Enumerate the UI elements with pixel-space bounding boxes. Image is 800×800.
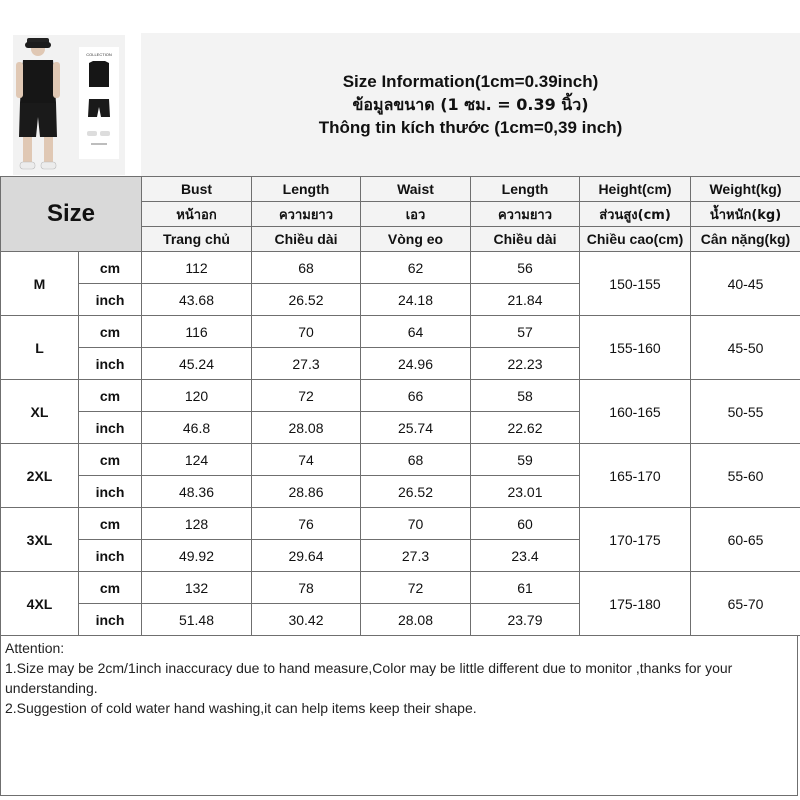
- measurement-cell: 29.64: [252, 540, 361, 572]
- measurement-cell: 61: [471, 572, 580, 604]
- height-range-cell: 170-175: [580, 508, 691, 572]
- col-header-th: ความยาว: [252, 202, 361, 227]
- unit-label-cm: cm: [79, 572, 142, 604]
- weight-range-cell: 55-60: [691, 444, 800, 508]
- col-header-en: Length: [471, 177, 580, 202]
- col-header-th: หน้าอก: [142, 202, 252, 227]
- table-row-cm: [1, 316, 800, 348]
- measurement-cell: 72: [361, 572, 471, 604]
- measurement-cell: 48.36: [142, 476, 252, 508]
- unit-label-inch: inch: [79, 348, 142, 380]
- table-row-cm: [1, 380, 800, 412]
- title-thai: ข้อมูลขนาด (1 ซม. = 0.39 นิ้ว): [352, 95, 589, 114]
- measurement-cell: 70: [361, 508, 471, 540]
- measurement-cell: 60: [471, 508, 580, 540]
- measurement-cell: 68: [252, 252, 361, 284]
- col-header-th: เอว: [361, 202, 471, 227]
- measurement-cell: 22.62: [471, 412, 580, 444]
- unit-label-inch: inch: [79, 476, 142, 508]
- measurement-cell: 21.84: [471, 284, 580, 316]
- title-vietnamese: Thông tin kích thước (1cm=0,39 inch): [318, 118, 623, 137]
- measurement-cell: 30.42: [252, 604, 361, 636]
- measurement-cell: 45.24: [142, 348, 252, 380]
- measurement-cell: 59: [471, 444, 580, 476]
- measurement-cell: 74: [252, 444, 361, 476]
- measurement-cell: 57: [471, 316, 580, 348]
- measurement-cell: 66: [361, 380, 471, 412]
- table-row-cm: [1, 572, 800, 604]
- measurement-cell: 23.01: [471, 476, 580, 508]
- measurement-cell: 58: [471, 380, 580, 412]
- title-banner: [141, 33, 800, 176]
- col-header-vi: Chiều dài: [471, 227, 580, 252]
- weight-range-cell: 60-65: [691, 508, 800, 572]
- attention-heading: Attention:: [5, 640, 65, 656]
- height-range-cell: 165-170: [580, 444, 691, 508]
- weight-range-cell: 45-50: [691, 316, 800, 380]
- height-range-cell: 175-180: [580, 572, 691, 636]
- collection-label: COLLECTION: [86, 52, 112, 57]
- measurement-cell: 72: [252, 380, 361, 412]
- measurement-cell: 27.3: [252, 348, 361, 380]
- measurement-cell: 26.52: [252, 284, 361, 316]
- col-header-en: Bust: [142, 177, 252, 202]
- table-row-cm: [1, 252, 800, 284]
- unit-label-cm: cm: [79, 444, 142, 476]
- col-header-vi: Cân nặng(kg): [691, 227, 800, 252]
- height-range-cell: 150-155: [580, 252, 691, 316]
- measurement-cell: 68: [361, 444, 471, 476]
- unit-label-inch: inch: [79, 604, 142, 636]
- col-header-vi: Chiều cao(cm): [580, 227, 691, 252]
- unit-label-inch: inch: [79, 540, 142, 572]
- col-header-vi: Chiều dài: [252, 227, 361, 252]
- unit-label-cm: cm: [79, 252, 142, 284]
- measurement-cell: 22.23: [471, 348, 580, 380]
- measurement-cell: 64: [361, 316, 471, 348]
- weight-range-cell: 65-70: [691, 572, 800, 636]
- measurement-cell: 56: [471, 252, 580, 284]
- measurement-cell: 51.48: [142, 604, 252, 636]
- measurement-cell: 26.52: [361, 476, 471, 508]
- col-header-en: Length: [252, 177, 361, 202]
- weight-range-cell: 40-45: [691, 252, 800, 316]
- title-english: Size Information(1cm=0.39inch): [342, 72, 599, 91]
- size-label: L: [1, 316, 79, 380]
- measurement-cell: 78: [252, 572, 361, 604]
- size-label: 2XL: [1, 444, 79, 508]
- measurement-cell: 132: [142, 572, 252, 604]
- header-row-english: [1, 177, 800, 202]
- product-photo: [1, 33, 141, 176]
- measurement-cell: 23.4: [471, 540, 580, 572]
- product-photo-illustration: [1, 33, 141, 176]
- measurement-cell: 128: [142, 508, 252, 540]
- measurement-cell: 28.08: [361, 604, 471, 636]
- measurement-cell: 120: [142, 380, 252, 412]
- size-table: [0, 176, 800, 636]
- measurement-cell: 43.68: [142, 284, 252, 316]
- size-label: M: [1, 252, 79, 316]
- measurement-cell: 112: [142, 252, 252, 284]
- table-row-cm: [1, 508, 800, 540]
- measurement-cell: 49.92: [142, 540, 252, 572]
- col-header-en: Weight(kg): [691, 177, 800, 202]
- measurement-cell: 62: [361, 252, 471, 284]
- measurement-cell: 25.74: [361, 412, 471, 444]
- attention-note: 1.Size may be 2cm/1inch inaccuracy due to hand measure,Color may be little different due to monitor ,thanks for your understanding.: [5, 660, 733, 696]
- height-range-cell: 155-160: [580, 316, 691, 380]
- height-range-cell: 160-165: [580, 380, 691, 444]
- unit-label-inch: inch: [79, 412, 142, 444]
- measurement-cell: 124: [142, 444, 252, 476]
- collection-card: [79, 47, 119, 159]
- weight-range-cell: 50-55: [691, 380, 800, 444]
- col-header-vi: Trang chủ: [142, 227, 252, 252]
- size-column-header: Size: [1, 177, 142, 252]
- col-header-en: Height(cm): [580, 177, 691, 202]
- measurement-cell: 27.3: [361, 540, 471, 572]
- table-row-cm: [1, 444, 800, 476]
- size-label: 3XL: [1, 508, 79, 572]
- measurement-cell: 70: [252, 316, 361, 348]
- measurement-cell: 76: [252, 508, 361, 540]
- unit-label-cm: cm: [79, 508, 142, 540]
- attention-notes: [0, 636, 798, 796]
- size-label: XL: [1, 380, 79, 444]
- unit-label-inch: inch: [79, 284, 142, 316]
- attention-note: 2.Suggestion of cold water hand washing,it can help items keep their shape.: [5, 700, 477, 716]
- col-header-th: ส่วนสูง(cm): [580, 202, 691, 227]
- size-label: 4XL: [1, 572, 79, 636]
- measurement-cell: 28.08: [252, 412, 361, 444]
- measurement-cell: 24.18: [361, 284, 471, 316]
- measurement-cell: 116: [142, 316, 252, 348]
- col-header-vi: Vòng eo: [361, 227, 471, 252]
- measurement-cell: 46.8: [142, 412, 252, 444]
- col-header-th: ความยาว: [471, 202, 580, 227]
- measurement-cell: 24.96: [361, 348, 471, 380]
- measurement-cell: 23.79: [471, 604, 580, 636]
- col-header-en: Waist: [361, 177, 471, 202]
- unit-label-cm: cm: [79, 316, 142, 348]
- unit-label-cm: cm: [79, 380, 142, 412]
- measurement-cell: 28.86: [252, 476, 361, 508]
- col-header-th: น้ำหนัก(kg): [691, 202, 800, 227]
